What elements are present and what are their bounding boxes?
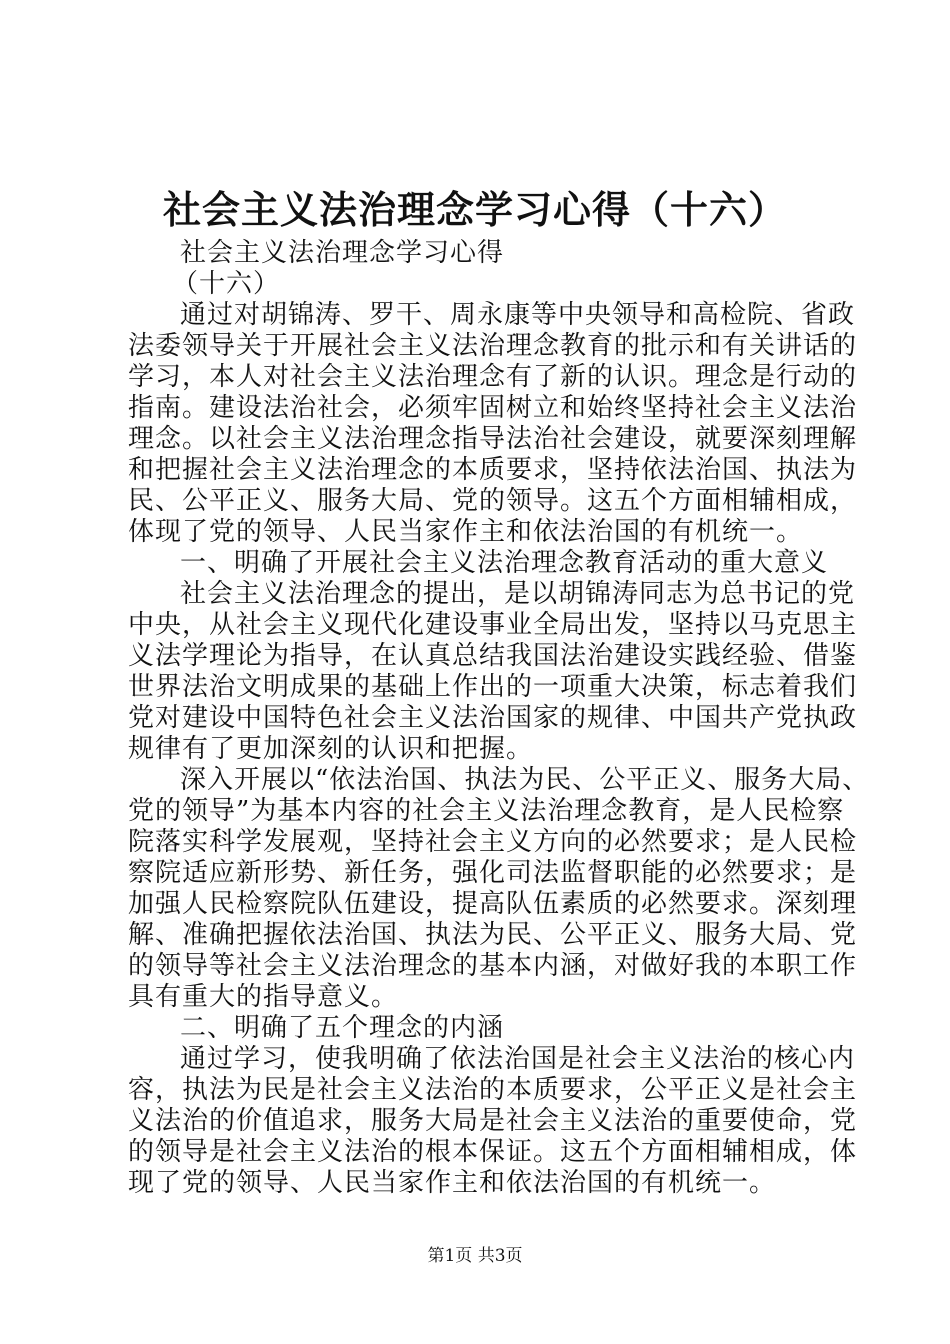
text-line: 容，执法为民是社会主义法治的本质要求，公平正义是社会主 [128,1075,858,1105]
text-line: 通过学习，使我明确了依法治国是社会主义法治的核心内 [180,1044,856,1074]
text-line: 体现了党的领导、人民当家作主和依法治国的有机统一。 [128,517,804,547]
text-line: 通过对胡锦涛、罗干、周永康等中央领导和高检院、省政 [180,300,856,330]
text-line: 理念。以社会主义法治理念指导法治社会建设，就要深刻理解 [128,424,858,454]
text-line: 社会主义法治理念学习心得 [180,238,505,268]
text-line: 深入开展以“依法治国、执法为民、公平正义、服务大局、 [180,765,870,795]
text-line: 解、准确把握依法治国、执法为民、公平正义、服务大局、党 [128,920,858,950]
text-line: 二、明确了五个理念的内涵 [180,1013,505,1043]
text-line: 社会主义法治理念的提出，是以胡锦涛同志为总书记的党 [180,579,856,609]
text-line: 院落实科学发展观，坚持社会主义方向的必然要求；是人民检 [128,827,858,857]
text-line: 法委领导关于开展社会主义法治理念教育的批示和有关讲话的 [128,331,858,361]
text-line: 世界法治文明成果的基础上作出的一项重大决策，标志着我们 [128,672,858,702]
text-line: 的领导等社会主义法治理念的基本内涵，对做好我的本职工作 [128,951,858,981]
text-line: 党的领导”为基本内容的社会主义法治理念教育，是人民检察 [128,796,845,826]
text-line: 的领导是社会主义法治的根本保证。这五个方面相辅相成，体 [128,1137,858,1167]
text-line: 党对建设中国特色社会主义法治国家的规律、中国共产党执政 [128,703,858,733]
text-line: 加强人民检察院队伍建设，提高队伍素质的必然要求。深刻理 [128,889,858,919]
document-title: 社会主义法治理念学习心得（十六） [162,187,787,232]
page-footer: 第1页 共3页 [427,1246,523,1266]
text-line: 中央，从社会主义现代化建设事业全局出发，坚持以马克思主 [128,610,858,640]
text-line: 察院适应新形势、新任务，强化司法监督职能的必然要求；是 [128,858,858,888]
text-line: 学习，本人对社会主义法治理念有了新的认识。理念是行动的 [128,362,858,392]
document-body [128,238,870,1199]
text-line: 指南。建设法治社会，必须牢固树立和始终坚持社会主义法治 [128,393,858,423]
text-line: 义法学理论为指导，在认真总结我国法治建设实践经验、借鉴 [128,641,858,671]
text-line: 和把握社会主义法治理念的本质要求，坚持依法治国、执法为 [128,455,858,485]
text-line: 规律有了更加深刻的认识和把握。 [128,734,534,764]
text-line: 一、明确了开展社会主义法治理念教育活动的重大意义 [180,548,829,578]
text-line: 民、公平正义、服务大局、党的领导。这五个方面相辅相成， [128,486,858,516]
text-line: 具有重大的指导意义。 [128,982,399,1012]
text-line: （十六） [172,269,281,299]
text-line: 义法治的价值追求，服务大局是社会主义法治的重要使命，党 [128,1106,858,1136]
text-line: 现了党的领导、人民当家作主和依法治国的有机统一。 [128,1168,777,1198]
